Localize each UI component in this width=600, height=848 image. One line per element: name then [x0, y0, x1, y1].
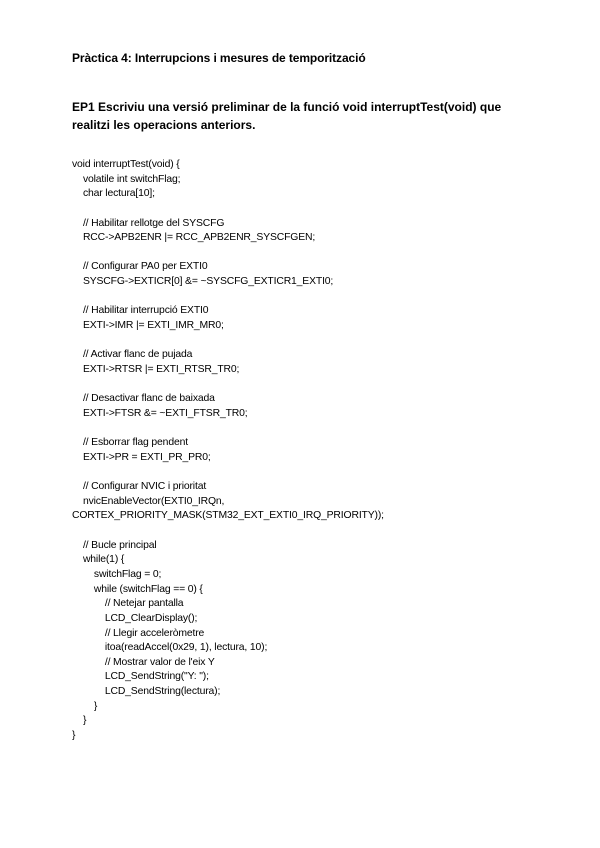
- code-line: }: [72, 700, 98, 712]
- code-line: // Habilitar rellotge del SYSCFG: [72, 217, 225, 229]
- code-line: EXTI->IMR |= EXTI_IMR_MR0;: [72, 320, 224, 332]
- code-line: // Desactivar flanc de baixada: [72, 393, 215, 405]
- code-line: [72, 334, 592, 349]
- code-line: LCD_SendString("Y: ");: [72, 671, 209, 683]
- code-line: CORTEX_PRIORITY_MASK(STM32_EXT_EXTI0_IRQ_PRIORITY));: [72, 510, 384, 522]
- code-line: SYSCFG->EXTICR[0] &= ~SYSCFG_EXTICR1_EXTI0;: [72, 276, 334, 288]
- code-line: [72, 465, 592, 480]
- code-line: // Configurar PA0 per EXTI0: [72, 261, 208, 273]
- code-line: // Mostrar valor de l'eix Y: [72, 656, 215, 668]
- code-line: // Bucle principal: [72, 539, 157, 551]
- code-line: volatile int switchFlag;: [72, 173, 181, 185]
- code-line: [72, 422, 592, 437]
- code-line: // Activar flanc de pujada: [72, 349, 193, 361]
- code-line: LCD_ClearDisplay();: [72, 612, 198, 624]
- code-line: LCD_SendString(lectura);: [72, 686, 221, 698]
- code-block: [72, 158, 592, 744]
- code-line: }: [72, 729, 76, 741]
- code-line: char lectura[10];: [72, 188, 155, 200]
- code-line: // Llegir acceleròmetre: [72, 627, 205, 639]
- code-line: // Configurar NVIC i prioritat: [72, 481, 207, 493]
- code-line: RCC->APB2ENR |= RCC_APB2ENR_SYSCFGEN;: [72, 232, 316, 244]
- code-line: }: [72, 715, 87, 727]
- code-line: itoa(readAccel(0x29, 1), lectura, 10);: [72, 642, 268, 654]
- code-line: // Esborrar flag pendent: [72, 437, 188, 449]
- code-line: while (switchFlag == 0) {: [72, 583, 203, 595]
- code-line: nvicEnableVector(EXTI0_IRQn,: [72, 495, 225, 507]
- code-line: [72, 524, 592, 539]
- code-line: // Habilitar interrupció EXTI0: [72, 305, 209, 317]
- exercise-heading: EP1 Escriviu una versió preliminar de la funció void interruptTest(void) que realitzi les operacions anteriors.: [72, 100, 502, 132]
- code-line: EXTI->RTSR |= EXTI_RTSR_TR0;: [72, 363, 240, 375]
- code-line: switchFlag = 0;: [72, 568, 162, 580]
- code-line: [72, 378, 592, 393]
- code-line: void interruptTest(void) {: [72, 159, 180, 170]
- code-line: // Netejar pantalla: [72, 598, 184, 610]
- page-title: Pràctica 4: Interrupcions i mesures de temporització: [72, 51, 366, 65]
- code-line: EXTI->PR = EXTI_PR_PR0;: [72, 451, 211, 463]
- code-line: [72, 290, 592, 305]
- code-line: [72, 246, 592, 261]
- code-line: EXTI->FTSR &= ~EXTI_FTSR_TR0;: [72, 407, 248, 419]
- code-line: while(1) {: [72, 554, 125, 566]
- code-line: [72, 202, 592, 217]
